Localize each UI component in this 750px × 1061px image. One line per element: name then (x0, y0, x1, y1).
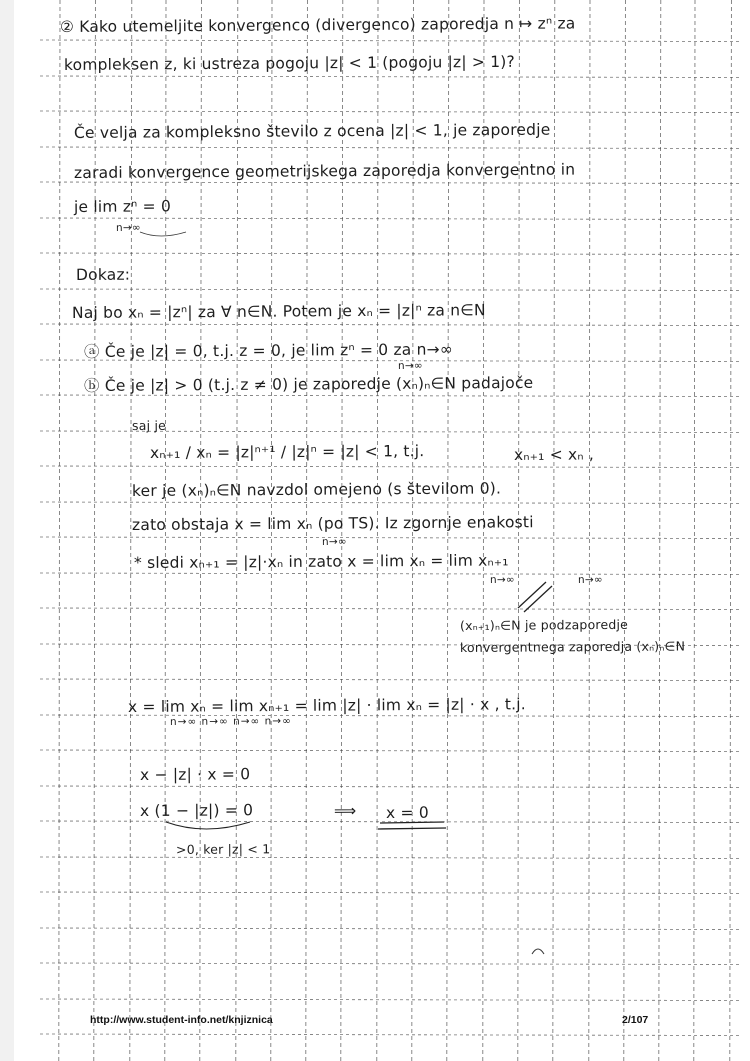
limit-chain: x = lim xₙ = lim xₙ₊₁ = lim |z| · lim xₙ = |z| · x , t.j. (127, 695, 526, 716)
equation-2: x (1 − |z|) = 0 (139, 801, 254, 820)
proof-definition: Naj bo xₙ = |zⁿ| za ∀ n∈N. Potem je xₙ = |z|ⁿ za n∈N (71, 301, 486, 322)
proof-follows: * sledi xₙ₊₁ = |z|·xₙ in zato x = lim xₙ = lim xₙ₊₁ (133, 551, 509, 572)
case-a-lim-subscript: n→∞ (397, 359, 423, 372)
equation-1: x − |z| · x = 0 (139, 765, 251, 784)
ratio-saj-je: saj je (131, 417, 167, 433)
answer-line-2: zaradi konvergence geometrijskega zaporedja konvergentno in (73, 160, 576, 182)
answer-lim-subscript: n→∞ (115, 221, 141, 234)
question-line-1: ② Kako utemeljite konvergenco (divergenco) zaporedja n ↦ zⁿ za (59, 14, 576, 36)
limit-chain-subscripts: n→∞ n→∞ n→∞ n→∞ (169, 715, 292, 728)
proof-case-b: ⓑ Če je |z| > 0 (t.j. z ≠ 0) je zaporedje (xₙ)ₙ∈N padajoče (83, 373, 534, 395)
question-line-2: kompleksen z, ki ustreza pogoju |z| < 1 (pogoju |z| > 1)? (63, 52, 516, 74)
result-x-equals-0: x = 0 (385, 803, 429, 822)
proof-heading: Dokaz: (75, 265, 131, 284)
proof-bounded: ker je (xₙ)ₙ∈N navzdol omejeno (s številom 0). (131, 479, 502, 500)
footer-url: http://www.student-info.net/knjiznica (90, 1014, 273, 1026)
answer-line-3: je lim zⁿ = 0 (73, 197, 172, 216)
exists-lim-subscript: n→∞ (321, 535, 347, 548)
follows-lim-subscript-1: n→∞ (489, 573, 515, 586)
subsequence-note-2: konvergentnega zaporedja (xₙ)ₙ∈N (459, 638, 686, 655)
proof-case-a: ⓐ Če je |z| = 0, t.j. z = 0, je lim zⁿ = 0 za n→∞ (83, 340, 453, 361)
subsequence-note-1: (xₙ₊₁)ₙ∈N je podzaporedje (459, 616, 629, 633)
ratio-expression: xₙ₊₁ / xₙ = |z|ⁿ⁺¹ / |z|ⁿ = |z| < 1, t.j. (149, 442, 425, 462)
answer-line-1: Če velja za kompleksno število z ocena |z| < 1, je zaporedje (73, 120, 551, 142)
follows-lim-subscript-2: n→∞ (577, 573, 603, 586)
under-brace-note: >0, ker |z| < 1 (175, 841, 271, 857)
implies-arrow: ⟹ (333, 801, 357, 820)
ratio-tail: xₙ₊₁ < xₙ , (513, 445, 595, 464)
footer-page-number: 2/107 (622, 1014, 649, 1026)
proof-exists: zato obstaja x = lim xₙ (po TS). Iz zgornje enakosti (131, 513, 534, 534)
